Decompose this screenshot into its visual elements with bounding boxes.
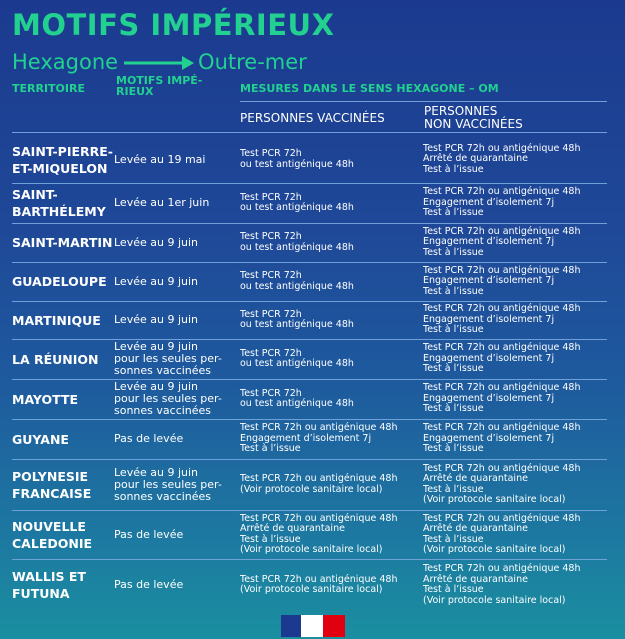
vaccinated-measures-line: Test PCR 72h [240,308,302,320]
unvaccinated-measures-cell [423,266,580,298]
territory-name [12,234,112,251]
motif-cell [114,467,222,503]
vaccinated-measures-line: Test PCR 72h ou antigénique 48h [240,422,398,434]
motif-cell-line: Levée au 9 juin [114,380,199,393]
motif-cell [114,341,222,377]
unvaccinated-measures-line: Test à l’issue [423,443,484,455]
territory-name-line: ET-MIQUELON [12,160,108,176]
motif-cell [114,197,209,209]
header-non-vaccinees-line: PERSONNES [424,104,498,118]
territory-name-line: SAINT- [12,187,58,202]
motif-cell-line: pour les seules per- [114,392,222,405]
table-row [12,137,607,182]
unvaccinated-measures-cell [423,144,580,176]
header-mesures: MESURES DANS LE SENS HEXAGONE – OM [240,82,499,95]
vaccinated-measures-line: Engagement d’isolement 7j [240,432,372,444]
unvaccinated-measures-cell [423,514,580,556]
unvaccinated-measures-cell [423,464,580,506]
unvaccinated-measures-line: Arrêté de quarantaine [423,573,528,585]
unvaccinated-measures-line: Test à l’issue [423,584,484,595]
motif-cell [114,433,183,445]
motif-cell-line: sonnes vaccinées [114,364,212,377]
territory-name [12,391,78,408]
unvaccinated-measures-cell [423,343,580,375]
unvaccinated-measures-line: Test PCR 72h ou antigénique 48h [423,382,581,394]
unvaccinated-measures-line: Arrêté de quarantaine [423,523,528,534]
subtitle-to: Outre-mer [198,50,307,74]
motif-cell-line: Pas de levée [114,578,184,591]
motif-cell-line: Levée au 9 juin [114,313,199,326]
vaccinated-measures-cell [240,575,397,596]
vaccinated-measures-line: (Voir protocole sanitaire local) [240,584,383,595]
header-motifs-line: RIEUX [116,85,154,98]
territory-name-line: SAINT-MARTIN [12,235,113,250]
motif-cell-line: pour les seules per- [114,352,222,365]
territory-name-line: NOUVELLE [12,518,86,534]
unvaccinated-measures-line: Test à l’issue [423,363,484,375]
territory-name-line: FUTUNA [12,586,70,601]
territory-name [12,468,91,502]
unvaccinated-measures-cell [423,227,580,259]
vaccinated-measures-cell [240,389,354,410]
motif-cell-line: sonnes vaccinées [114,404,212,417]
territory-name-line: MAYOTTE [12,391,79,407]
territory-name [12,273,107,290]
table-row [12,263,607,300]
vaccinated-measures-line: Test PCR 72h [240,347,302,359]
vaccinated-measures-cell [240,149,354,170]
territory-name-line: BARTHÉLEMY [12,204,106,219]
header-non-vaccinees [424,105,523,131]
motif-cell-line: Pas de levée [114,527,184,541]
unvaccinated-measures-line: (Voir protocole sanitaire local) [423,594,566,606]
unvaccinated-measures-cell [423,564,580,606]
motif-cell [114,154,205,166]
territory-name-line: CALEDONIE [12,535,93,551]
territory-name [12,518,92,552]
unvaccinated-measures-line: Test PCR 72h ou antigénique 48h [423,303,581,315]
table-row [12,511,607,558]
vaccinated-measures-cell [240,232,354,253]
row-divider [12,132,607,133]
motif-cell-line: Levée au 19 mai [114,152,206,166]
table-row [12,420,607,458]
motif-cell [114,579,183,591]
table-row [12,340,607,378]
vaccinated-measures-cell [240,423,397,455]
unvaccinated-measures-line: Engagement d’isolement 7j [423,432,555,444]
territory-name [12,351,99,368]
header-divider [240,101,607,102]
territory-name-line: WALLIS ET [12,569,86,584]
unvaccinated-measures-line: Arrêté de quarantaine [423,473,528,484]
table-row [12,560,607,610]
motif-cell [114,276,198,288]
unvaccinated-measures-line: Engagement d’isolement 7j [423,313,555,325]
territory-name-line: POLYNESIE [12,468,89,484]
vaccinated-measures-cell [240,349,354,370]
vaccinated-measures-cell [240,310,354,331]
territory-name [12,568,86,602]
unvaccinated-measures-line: Test à l’issue [423,207,484,219]
vaccinated-measures-cell [240,474,397,495]
unvaccinated-measures-line: Test PCR 72h ou antigénique 48h [423,186,581,198]
territory-name-line: GUYANE [12,431,69,447]
territory-name [12,312,101,329]
vaccinated-measures-line: ou test antigénique 48h [240,358,354,369]
unvaccinated-measures-line: Test PCR 72h ou antigénique 48h [423,142,581,154]
header-vaccinees: PERSONNES VACCINÉES [240,111,385,125]
unvaccinated-measures-line: Test PCR 72h ou antigénique 48h [423,462,581,474]
territory-name-line: SAINT-PIERRE- [12,143,113,159]
unvaccinated-measures-line: Test à l’issue [423,163,484,175]
vaccinated-measures-line: Test PCR 72h ou antigénique 48h [240,573,398,585]
unvaccinated-measures-line: Test PCR 72h ou antigénique 48h [423,264,581,276]
unvaccinated-measures-line: (Voir protocole sanitaire local) [423,544,566,555]
unvaccinated-measures-line: Engagement d’isolement 7j [423,352,555,364]
arrow-right-icon [122,51,194,73]
motif-cell-line: Pas de levée [114,432,184,445]
vaccinated-measures-line: ou test antigénique 48h [240,319,354,330]
unvaccinated-measures-line: Test à l’issue [423,483,484,495]
unvaccinated-measures-line: Engagement d’isolement 7j [423,196,555,208]
vaccinated-measures-cell [240,514,397,556]
vaccinated-measures-line: (Voir protocole sanitaire local) [240,544,383,555]
motif-cell-line: Levée au 9 juin [114,235,199,249]
vaccinated-measures-line: (Voir protocole sanitaire local) [240,483,383,495]
unvaccinated-measures-cell [423,383,580,415]
territory-name-line: GUADELOUPE [12,274,107,289]
unvaccinated-measures-line: Test à l’issue [423,285,484,297]
unvaccinated-measures-line: Test PCR 72h ou antigénique 48h [423,225,581,237]
subtitle-from: Hexagone [12,50,119,74]
unvaccinated-measures-line: (Voir protocole sanitaire local) [423,494,566,505]
vaccinated-measures-line: Test PCR 72h [240,270,302,281]
header-motifs [116,75,202,97]
vaccinated-measures-line: ou test antigénique 48h [240,280,354,292]
vaccinated-measures-line: Test PCR 72h ou antigénique 48h [240,473,398,484]
vaccinated-measures-line: ou test antigénique 48h [240,158,354,170]
vaccinated-measures-line: Test PCR 72h [240,387,302,399]
territory-name-line: FRANCAISE [12,485,92,501]
vaccinated-measures-line: Test PCR 72h ou antigénique 48h [240,512,398,524]
motif-cell-line: pour les seules per- [114,477,222,491]
motif-cell-line: Levée au 9 juin [114,274,199,288]
motif-cell [114,529,183,541]
table-row [12,224,607,261]
unvaccinated-measures-line: Engagement d’isolement 7j [423,275,555,287]
table-row [12,380,607,418]
unvaccinated-measures-line: Test PCR 72h ou antigénique 48h [423,342,581,354]
vaccinated-measures-line: Test PCR 72h [240,191,302,203]
page-title: MOTIFS IMPÉRIEUX [12,8,335,42]
territory-name [12,143,113,177]
unvaccinated-measures-line: Test à l’issue [423,246,484,258]
motif-cell [114,314,198,326]
territory-name-line: LA RÉUNION [12,351,99,367]
motif-cell-line: sonnes vaccinées [114,489,212,503]
vaccinated-measures-line: Arrêté de quarantaine [240,523,345,534]
unvaccinated-measures-cell [423,423,580,455]
unvaccinated-measures-cell [423,187,580,219]
header-territoire: TERRITOIRE [12,82,85,95]
unvaccinated-measures-line: Arrêté de quarantaine [423,153,528,165]
territory-name-line: MARTINIQUE [12,312,101,328]
motif-cell-line: Levée au 1er juin [114,196,210,209]
table-row [12,184,607,222]
header-non-vaccinees-line: NON VACCINÉES [424,117,523,131]
unvaccinated-measures-line: Test PCR 72h ou antigénique 48h [423,422,581,434]
motif-cell-line: Levée au 9 juin [114,465,199,479]
unvaccinated-measures-line: Engagement d’isolement 7j [423,236,555,248]
territory-name [12,186,106,220]
subtitle [12,50,307,74]
unvaccinated-measures-line: Test à l’issue [423,403,484,415]
unvaccinated-measures-line: Test à l’issue [423,324,484,336]
motif-cell [114,237,198,249]
vaccinated-measures-line: Test à l’issue [240,443,301,455]
territory-name [12,431,69,448]
motif-cell-line: Levée au 9 juin [114,340,199,353]
unvaccinated-measures-cell [423,304,580,336]
vaccinated-measures-line: ou test antigénique 48h [240,202,354,213]
vaccinated-measures-cell [240,193,354,214]
vaccinated-measures-line: ou test antigénique 48h [240,398,354,409]
vaccinated-measures-line: ou test antigénique 48h [240,241,354,253]
unvaccinated-measures-line: Test PCR 72h ou antigénique 48h [423,512,581,524]
unvaccinated-measures-line: Test PCR 72h ou antigénique 48h [423,563,581,574]
table-row [12,302,607,338]
header-motifs-line: MOTIFS IMPÉ- [116,74,203,87]
vaccinated-measures-line: Test à l’issue [240,533,301,545]
unvaccinated-measures-line: Engagement d’isolement 7j [423,392,555,404]
motif-cell [114,381,222,417]
republique-francaise-logo [281,615,345,637]
unvaccinated-measures-line: Test à l’issue [423,533,484,545]
vaccinated-measures-line: Test PCR 72h [240,148,302,159]
vaccinated-measures-line: Test PCR 72h [240,231,302,242]
table-row [12,460,607,509]
vaccinated-measures-cell [240,271,354,292]
